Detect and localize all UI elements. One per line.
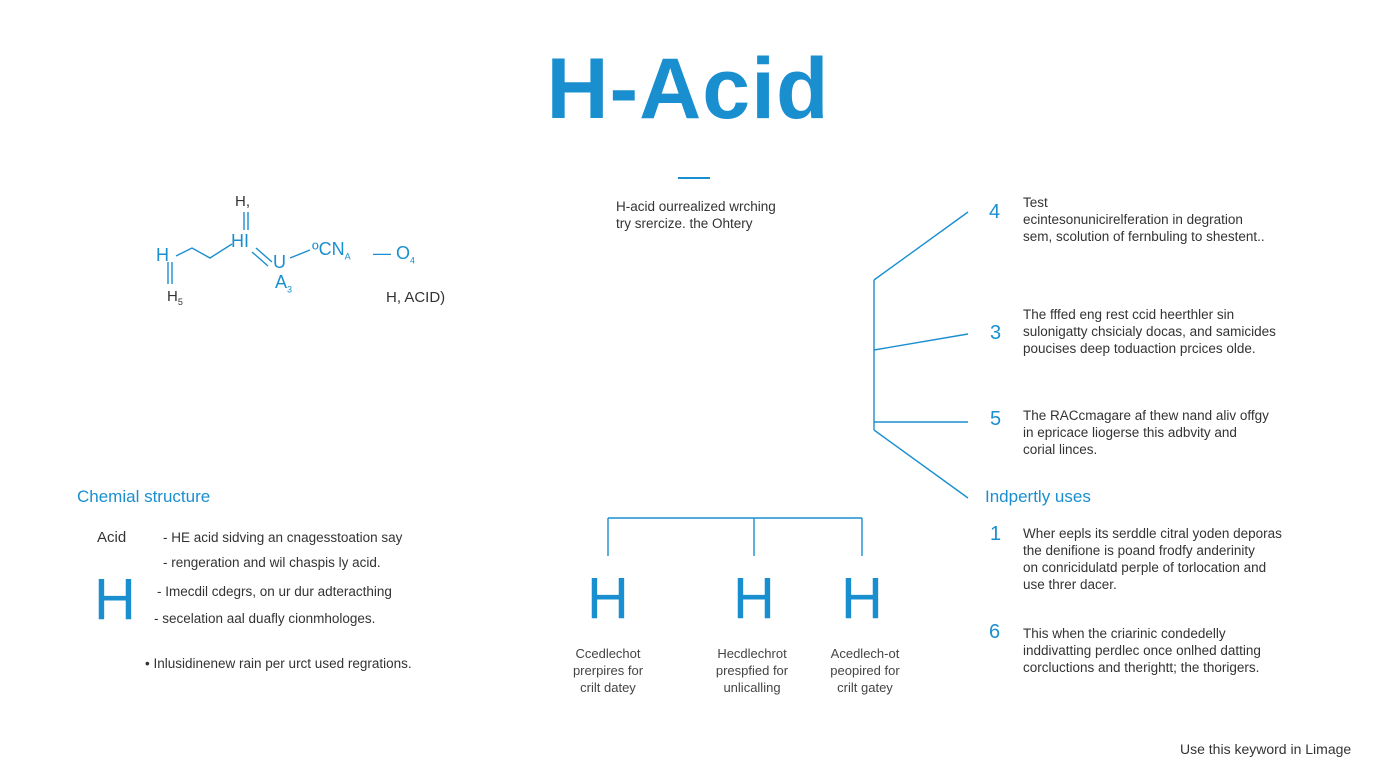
chemical-structure-heading: Chemial structure xyxy=(77,487,211,506)
tree-node-letter: H xyxy=(587,566,629,631)
uses-text: This when the criarinic condedelly inddivatting perdlec once onlhed datting corcluctions and therightt; the thorigers. xyxy=(1023,626,1261,675)
tree-node-caption: Hecdlechrot prespfied for unlicalling xyxy=(715,646,789,695)
big-h-letter: H xyxy=(94,567,136,632)
footer-note: Use this keyword in Limage xyxy=(1180,741,1352,757)
title-divider xyxy=(678,177,710,179)
bond-line xyxy=(252,252,268,266)
bond-line xyxy=(290,250,310,258)
chemical-bullet: - HE acid sidving an cnagesstoation say xyxy=(163,530,403,545)
tree-line xyxy=(874,334,968,350)
branch-number: 4 xyxy=(989,201,1001,223)
uses-number: 1 xyxy=(990,523,1002,545)
intro-line: try srercize. the Ohtery xyxy=(616,216,753,231)
atom-h-bottom: $H_5$ xyxy=(167,288,183,307)
atom-u: U xyxy=(273,252,286,272)
bond-line xyxy=(256,248,272,262)
branch-text: Test ecintesonunicirelferation in degration sem, scolution of fernbuling to shestent.. xyxy=(1023,195,1265,244)
uses-text: Wher eepls its serddle citral yoden deporas the denifione is poand frodfy anderinity on conricidulatd perple of torlocation and use threr dacer. xyxy=(1023,526,1282,592)
tree-line xyxy=(874,430,968,498)
tree-node-letter: H xyxy=(733,566,775,631)
chemical-footer-bullet: • Inlusidinenew rain per urct used regrations. xyxy=(145,656,412,671)
tree-node-caption: Ccedlechot prerpires for crilt datey xyxy=(572,646,644,695)
acid-label: Acid xyxy=(97,529,127,546)
branch-text: The RACcmagare af thew nand aliv offgy in epricace liogerse this adbvity and corial linces. xyxy=(1023,408,1269,457)
atom-o: — $O_4$ xyxy=(373,243,416,266)
tree-node-caption: Acedlech-ot peopired for crilt gatey xyxy=(830,646,900,695)
atom-a: $A_3$ xyxy=(275,272,293,295)
tree-line xyxy=(874,212,968,280)
bond-line xyxy=(176,244,232,258)
chemical-bullet: - secelation aal duafly cionmhologes. xyxy=(154,611,376,626)
atom-h-top: H, xyxy=(235,193,250,210)
branch-number: 3 xyxy=(990,322,1002,344)
tree-node-letter: H xyxy=(841,566,883,631)
atom-hi: HI xyxy=(231,231,249,251)
uses-number: 6 xyxy=(989,621,1001,643)
chemical-bullet: - Imecdil cdegrs, on ur dur adteracthing xyxy=(157,584,392,599)
atom-h-left: H xyxy=(156,245,169,265)
atom-ocn: ºCN$_A$ xyxy=(312,239,351,262)
acid-label: H, ACID) xyxy=(386,289,446,306)
uses-heading: Indpertly uses xyxy=(985,487,1091,506)
page-title: H-Acid xyxy=(546,41,830,137)
chemical-bullet: - rengeration and wil chaspis ly acid. xyxy=(163,555,381,570)
intro-line: H-acid ourrealized wrching xyxy=(616,199,776,214)
branch-number: 5 xyxy=(990,408,1002,430)
branch-text: The fffed eng rest ccid heerthler sin sulonigatty chsicialy docas, and samicides poucises deep toduaction prcices olde. xyxy=(1023,307,1276,356)
